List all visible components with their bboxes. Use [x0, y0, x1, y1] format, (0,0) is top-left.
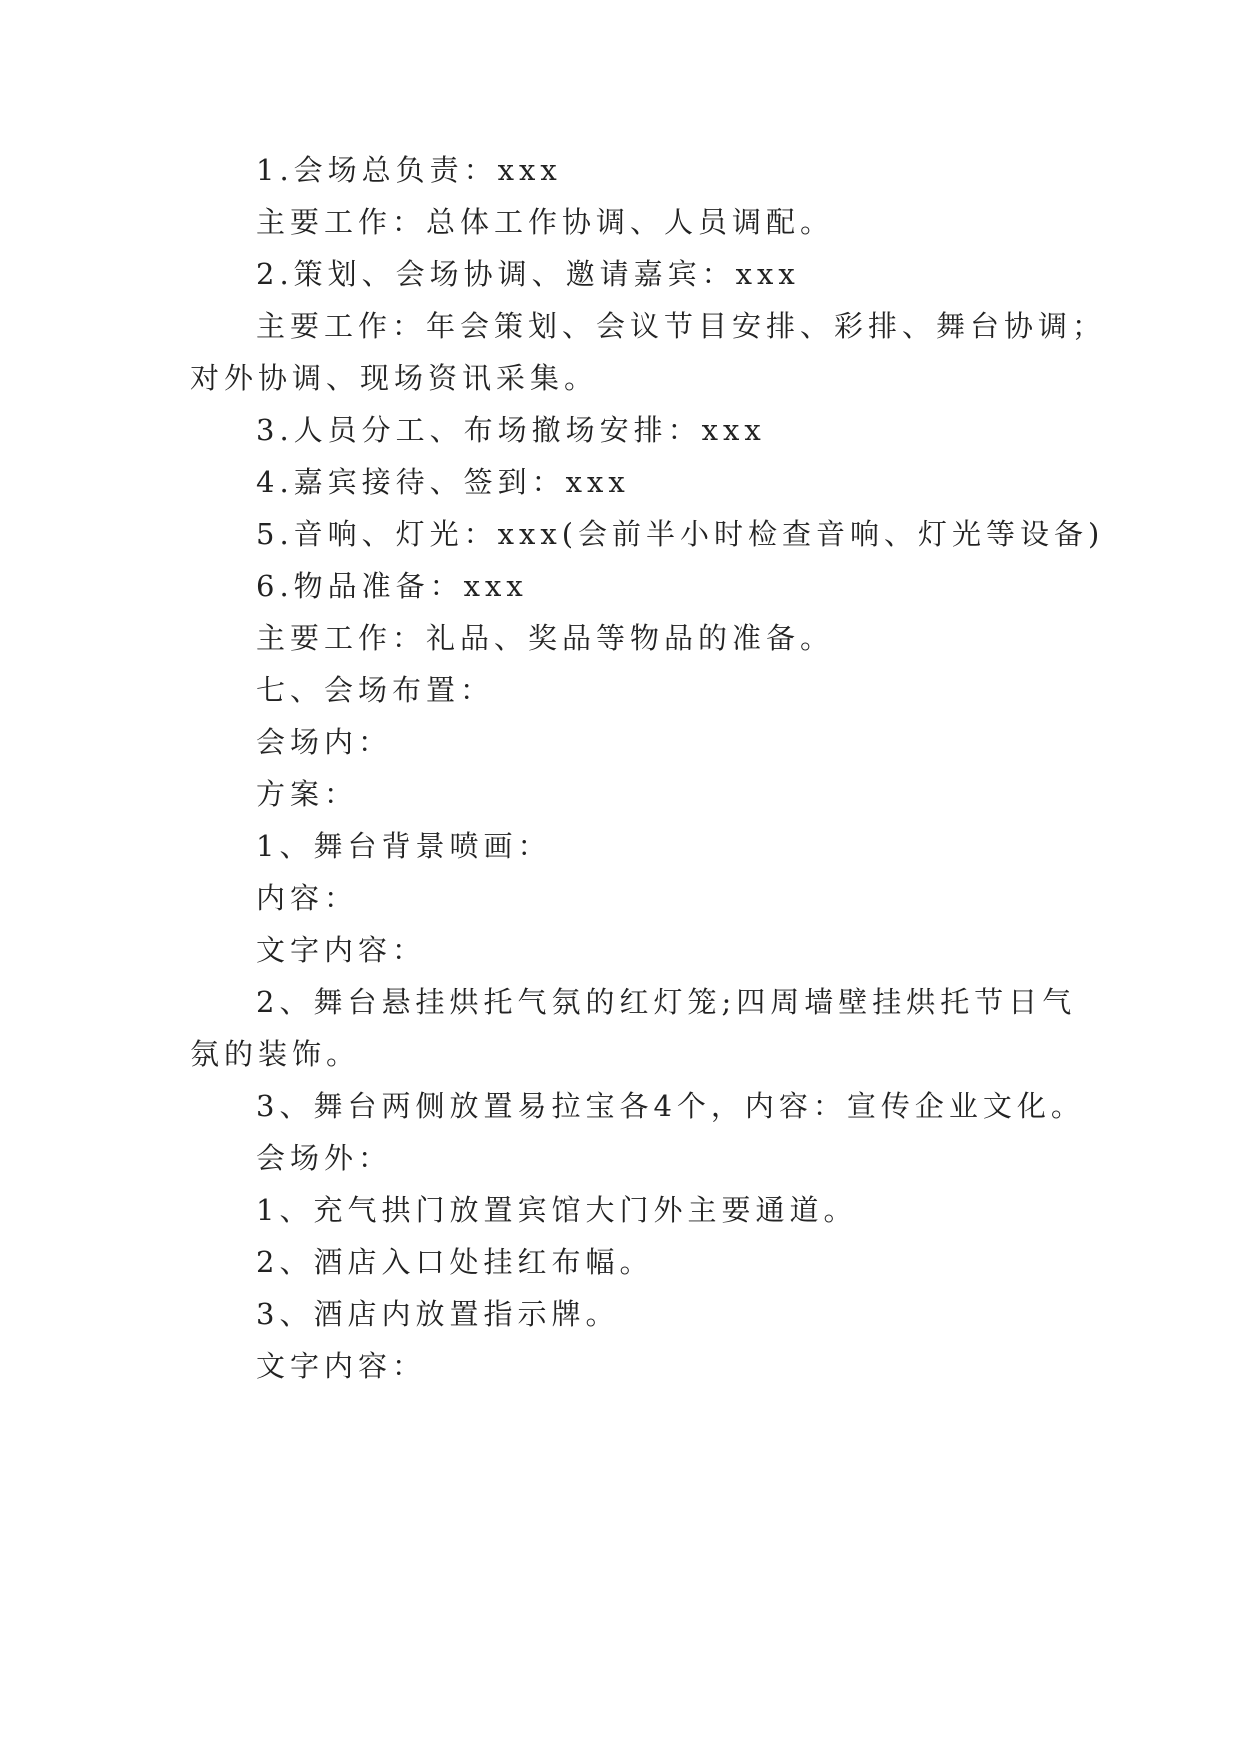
list-item-lanterns-continued: 氛的装饰。	[190, 1037, 361, 1071]
label-text-content: 文字内容：	[256, 933, 427, 967]
list-item-inflatable-arch: 1、充气拱门放置宾馆大门外主要通道。	[256, 1193, 858, 1227]
line-planning-lead: 2.策划、会场协调、邀请嘉宾：xxx	[256, 257, 800, 291]
line-venue-lead-duties: 主要工作：总体工作协调、人员调配。	[256, 205, 835, 239]
subheading-plan: 方案：	[256, 777, 359, 811]
line-reception-lead: 4.嘉宾接待、签到：xxx	[256, 465, 630, 499]
line-supplies-duties: 主要工作：礼品、奖品等物品的准备。	[256, 621, 835, 655]
label-text-content-final: 文字内容：	[256, 1349, 427, 1383]
list-item-lanterns: 2、舞台悬挂烘托气氛的红灯笼;四周墙壁挂烘托节日气	[256, 985, 1077, 1019]
list-item-entrance-banner: 2、酒店入口处挂红布幅。	[256, 1245, 654, 1279]
label-content: 内容：	[256, 881, 359, 915]
subheading-inside-venue: 会场内：	[256, 725, 393, 759]
line-planning-duties-continued: 对外协调、现场资讯采集。	[190, 361, 599, 395]
list-item-stage-backdrop: 1、舞台背景喷画：	[256, 829, 552, 863]
line-supplies-lead: 6.物品准备：xxx	[256, 569, 528, 603]
list-item-roll-up-banners: 3、舞台两侧放置易拉宝各4个，内容：宣传企业文化。	[256, 1089, 1085, 1123]
subheading-outside-venue: 会场外：	[256, 1141, 393, 1175]
line-venue-lead: 1.会场总负责：xxx	[256, 153, 562, 187]
line-planning-duties: 主要工作：年会策划、会议节目安排、彩排、舞台协调；	[256, 309, 1107, 343]
line-staffing-lead: 3.人员分工、布场撤场安排：xxx	[256, 413, 766, 447]
line-sound-light-lead: 5.音响、灯光：xxx(会前半小时检查音响、灯光等设备)	[256, 517, 1105, 551]
list-item-signage: 3、酒店内放置指示牌。	[256, 1297, 620, 1331]
section-heading-venue-layout: 七、会场布置：	[256, 673, 495, 707]
